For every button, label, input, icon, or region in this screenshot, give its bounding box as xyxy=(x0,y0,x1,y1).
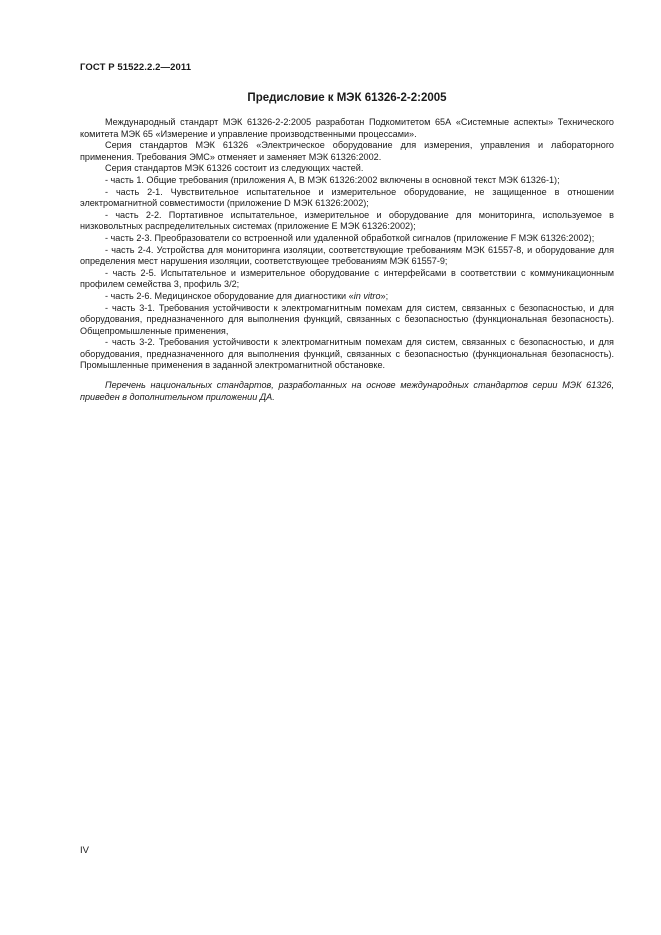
paragraph-intro: Международный стандарт МЭК 61326-2-2:2005 разработан Подкомитетом 65А «Системные аспекты» Технического комитета МЭК 65 «Измерение и управление производственными процессами». xyxy=(80,117,614,139)
list-item-part-1: - часть 1. Общие требования (приложения А, В МЭК 61326:2002 включены в основной текст МЭК 61326-1); xyxy=(105,174,560,185)
page-title: Предисловие к МЭК 61326-2-2:2005 xyxy=(247,92,447,104)
part-2-6-suffix: »; xyxy=(380,290,389,301)
list-item-part-2-2: - часть 2-2. Портативное испытательное, измерительное и оборудование для мониторинга, используемое в низковольтных распределительных системах (приложение Е МЭК 61326:2002); xyxy=(80,209,614,232)
list-item-part-2-4: - часть 2-4. Устройства для мониторинга изоляции, соответствующие требованиям МЭК 61557-8, и оборудование для определения мест нарушения изоляции, соответствующее требованиям МЭК 61557-9; xyxy=(80,244,614,267)
list-item-part-3-1: - часть 3-1. Требования устойчивости к электромагнитным помехам для систем, связанных с безопасностью, и для оборудования, предназначенного для выполнения функций, связанных с безопасностью (функциональная безопасность). Общепромышленные применения, xyxy=(80,302,614,336)
list-item-part-2-3: - часть 2-3. Преобразователи со встроенной или удаленной обработкой сигналов (приложение F МЭК 61326:2002); xyxy=(105,232,595,243)
foreword-body xyxy=(80,117,614,403)
list-item-part-2-6 xyxy=(80,291,614,303)
part-2-6-prefix: - часть 2-6. Медицинское оборудование для диагностики « xyxy=(105,290,354,301)
paragraph-series-replaces: Серия стандартов МЭК 61326 «Электрическое оборудование для измерения, управления и лабораторного применения. Требования ЭМС» отменяет и заменяет МЭК 61326:2002. xyxy=(80,140,614,162)
standard-code: ГОСТ Р 51522.2.2—2011 xyxy=(80,62,192,73)
national-standards-note: Перечень национальных стандартов, разработанных на основе международных стандартов серии МЭК 61326, приведен в дополнительном приложении ДА. xyxy=(80,380,614,402)
part-2-6-italic: in vitro xyxy=(353,290,381,301)
page-number: IV xyxy=(80,845,89,856)
list-item-part-2-5: - часть 2-5. Испытательное и измерительное оборудование с интерфейсами в соответствии с коммуникационным профилем семейства 3, профиль 3/2; xyxy=(80,267,614,290)
list-item-part-3-2: - часть 3-2. Требования устойчивости к электромагнитным помехам для систем, связанных с безопасностью, и для оборудования, предназначенного для выполнения функций, связанных с безопасностью (функциональная безопасность). Промышленные применения в заданной электромагнитной обстановке. xyxy=(80,337,614,371)
list-item-part-2-1: - часть 2-1. Чувствительное испытательное и измерительное оборудование, не защищенное в отношении электромагнитной совместимости (приложение D МЭК 61326:2002); xyxy=(80,186,614,209)
paragraph-series-parts: Серия стандартов МЭК 61326 состоит из следующих частей. xyxy=(105,163,364,174)
